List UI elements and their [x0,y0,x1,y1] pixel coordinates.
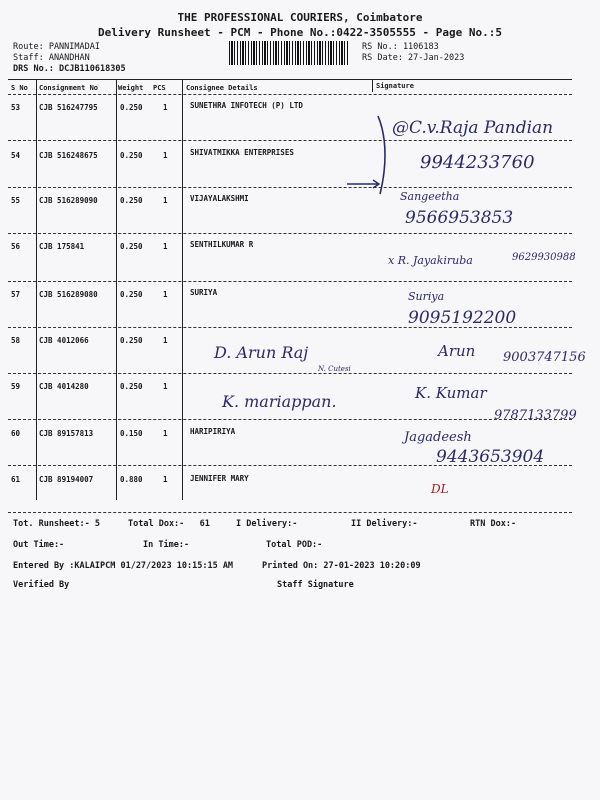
company-title: THE PROFESSIONAL COURIERS, Coimbatore [177,11,423,24]
handwritten-phone: 9944233760 [420,152,535,173]
row-sno: 58 [11,336,21,345]
handwritten-phone: 9787133799 [494,408,577,423]
staff-label: Staff: ANANDHAN [13,53,90,63]
total-pod: Total POD:- [266,540,323,550]
barcode [229,41,349,65]
handwritten-phone: 9566953853 [405,208,514,228]
header-divider [8,94,572,95]
row-divider [8,373,572,374]
route-label: Route: PANNIMADAI [13,42,100,52]
row-pcs: 1 [163,336,168,345]
handwritten-phone: 9629930988 [512,252,576,263]
col-divider [182,80,183,500]
row-consignment: CJB 4014280 [39,382,89,391]
i-delivery: I Delivery:- [236,519,298,529]
rs-number: RS No.: 1106183 [362,42,439,52]
runsheet-subtitle: Delivery Runsheet - PCM - Phone No.:0422-3505555 - Page No.:5 [98,26,502,39]
row-consignment: CJB 89157813 [39,429,94,438]
handwritten-phone: 9003747156 [503,350,586,365]
in-time: In Time:- [143,540,190,550]
row-sno: 55 [11,196,21,205]
rtn-dox: RTN Dox:- [470,519,517,529]
row-divider [8,512,572,513]
handwritten-signature: @C.v.Raja Pandian [392,118,554,138]
col-consignee: Consignee Details [186,84,258,92]
handwritten-note: N. Cutesi [318,365,351,373]
row-pcs: 1 [163,242,168,251]
row-weight: 0.250 [120,103,143,112]
row-weight: 0.250 [120,242,143,251]
handwritten-phone: 9443653904 [436,447,545,467]
rs-date: RS Date: 27-Jan-2023 [362,53,465,63]
handwritten-consignee: K. mariappan. [222,392,337,411]
row-weight: 0.880 [120,475,143,484]
row-consignment: CJB 516289090 [39,196,98,205]
handwritten-signature: Jagadeesh [404,430,472,445]
row-weight: 0.250 [120,336,143,345]
row-weight: 0.250 [120,382,143,391]
handwritten-consignee: D. Arun Raj [214,343,309,362]
row-consignment: CJB 4012066 [39,336,89,345]
total-dox: Total Dox:- 61 [128,519,210,529]
row-divider [8,281,572,282]
row-pcs: 1 [163,103,168,112]
row-consignment: CJB 516289080 [39,290,98,299]
col-consignment: Consignment No [39,84,99,92]
row-sno: 54 [11,151,21,160]
row-consignment: CJB 516247795 [39,103,98,112]
row-divider [8,233,572,234]
row-pcs: 1 [163,196,168,205]
col-divider [116,80,117,500]
row-consignee: SUNETHRA INFOTECH (P) LTD [190,101,303,110]
row-divider [8,419,572,420]
signature-arrow-icon [345,178,385,192]
staff-signature: Staff Signature [277,580,354,590]
col-sno: S No [11,84,28,92]
row-sno: 60 [11,429,21,438]
handwritten-signature: Sangeetha [400,190,460,203]
col-divider [372,80,373,92]
row-consignee: HARIPIRIYA [190,427,236,436]
row-consignee: SENTHILKUMAR R [190,240,254,249]
ii-delivery: II Delivery:- [351,519,418,529]
drs-number: DRS No.: DCJB110618305 [13,64,126,74]
row-pcs: 1 [163,151,168,160]
row-sno: 61 [11,475,21,484]
row-consignee: SHIVATMIKKA ENTERPRISES [190,148,294,157]
handwritten-signature: Suriya [408,290,445,303]
row-sno: 53 [11,103,21,112]
handwritten-phone: 9095192200 [408,308,517,328]
row-pcs: 1 [163,429,168,438]
handwritten-signature: Arun [438,342,476,360]
row-consignment: CJB 175841 [39,242,85,251]
verified-by: Verified By [13,580,70,590]
row-consignee: JENNIFER MARY [190,474,249,483]
row-pcs: 1 [163,382,168,391]
col-signature: Signature [376,82,414,90]
col-divider [36,80,37,500]
out-time: Out Time:- [13,540,65,550]
row-divider [8,187,572,188]
row-sno: 59 [11,382,21,391]
row-consignee: VIJAYALAKSHMI [190,194,249,203]
col-pcs: PCS [153,84,166,92]
entered-by: Entered By :KALAIPCM 01/27/2023 10:15:15 AM [13,561,234,571]
printed-on: Printed On: 27-01-2023 10:20:09 [262,561,421,571]
total-runsheet: Tot. Runsheet:- 5 [13,519,100,529]
row-pcs: 1 [163,475,168,484]
handwritten-signature: x R. Jayakiruba [388,254,473,267]
row-weight: 0.250 [120,290,143,299]
row-sno: 57 [11,290,21,299]
row-sno: 56 [11,242,21,251]
row-divider [8,140,572,141]
handwritten-signature: DL [431,482,449,496]
row-weight: 0.150 [120,429,143,438]
handwritten-signature: K. Kumar [415,384,487,402]
table-top-border [8,79,572,80]
row-weight: 0.250 [120,196,143,205]
row-pcs: 1 [163,290,168,299]
row-consignee: SURIYA [190,288,218,297]
col-weight: Weight [118,84,144,92]
row-consignment: CJB 516248675 [39,151,98,160]
row-consignment: CJB 89194007 [39,475,94,484]
row-weight: 0.250 [120,151,143,160]
